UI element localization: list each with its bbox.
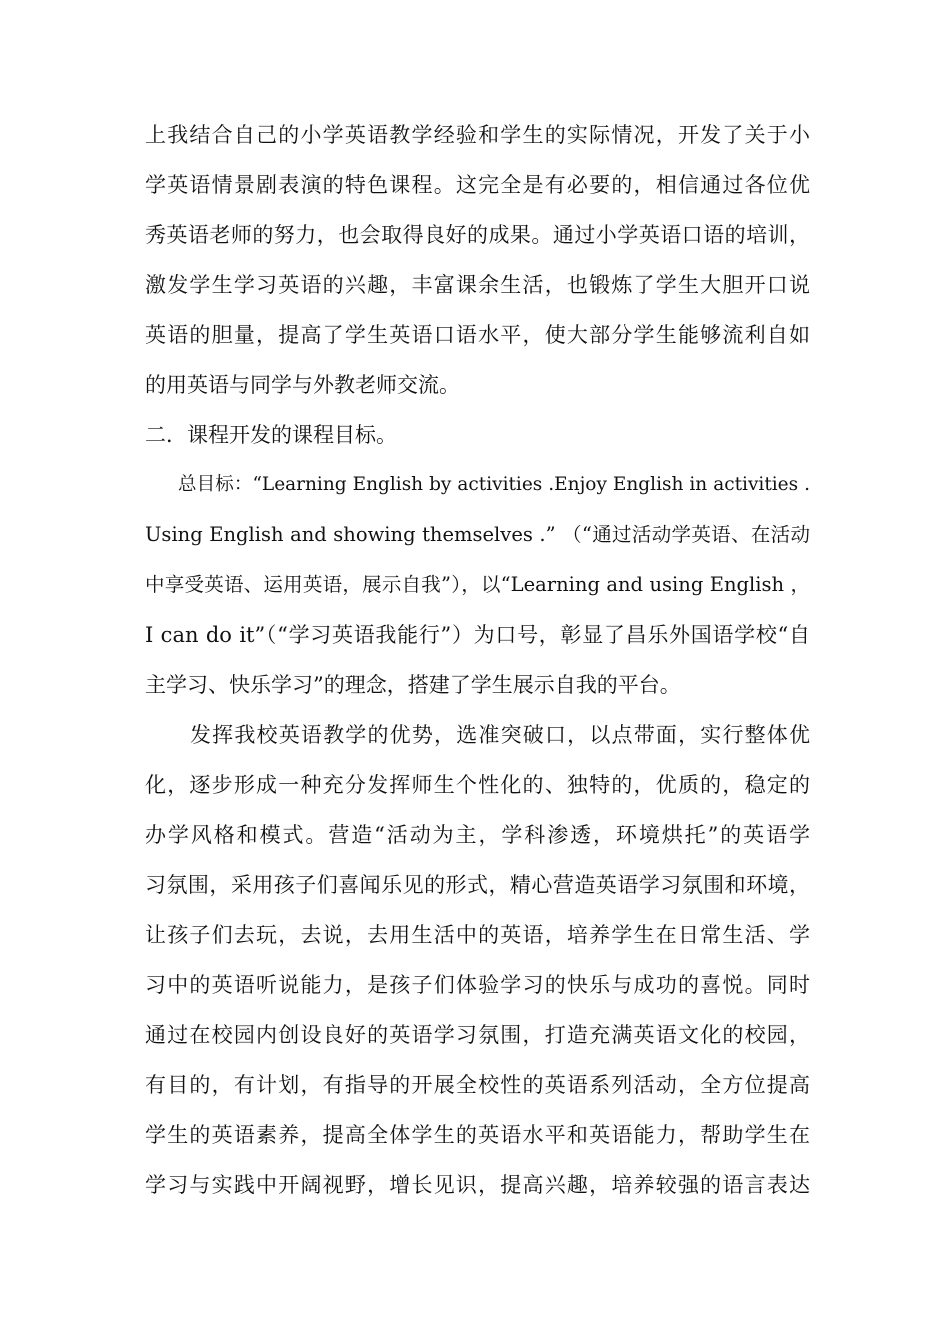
section-heading: 二．课程开发的课程目标。 (145, 423, 397, 447)
paragraph-line: 主学习、快乐学习”的理念，搭建了学生展示自我的平台。 (145, 673, 681, 697)
paragraph-line: 有目的，有计划，有指导的开展全校性的英语系列活动，全方位提高 (145, 1073, 810, 1097)
paragraph-line: Using English and showing themselves .” （“通过活动学英语、在活动 (145, 523, 810, 546)
paragraph-line: 办学风格和模式。营造“活动为主，学科渗透，环境烘托”的英语学 (145, 823, 810, 847)
paragraph-line: 让孩子们去玩，去说，去用生活中的英语，培养学生在日常生活、学 (145, 923, 810, 947)
paragraph-line: 总目标：“Learning English by activities .Enjoy English in activities . (178, 474, 810, 495)
paragraph-line: 中享受英语、运用英语，展示自我”），以“Learning and using English ， (145, 573, 810, 596)
paragraph-line: 习氛围，采用孩子们喜闻乐见的形式，精心营造英语学习氛围和环境， (145, 873, 810, 897)
paragraph-line: 激发学生学习英语的兴趣，丰富课余生活，也锻炼了学生大胆开口说 (145, 273, 810, 297)
paragraph-line: 通过在校园内创设良好的英语学习氛围，打造充满英语文化的校园， (145, 1023, 810, 1047)
paragraph-line: I can do it”（“学习英语我能行”）为口号，彰显了昌乐外国语学校“自 (145, 623, 810, 647)
paragraph-line: 上我结合自己的小学英语教学经验和学生的实际情况，开发了关于小 (145, 123, 810, 147)
paragraph-line: 学生的英语素养，提高全体学生的英语水平和英语能力，帮助学生在 (145, 1123, 810, 1147)
paragraph-line: 学习与实践中开阔视野，增长见识，提高兴趣，培养较强的语言表达 (145, 1173, 810, 1197)
paragraph-line: 学英语情景剧表演的特色课程。这完全是有必要的，相信通过各位优 (145, 173, 810, 197)
paragraph-line: 发挥我校英语教学的优势，选准突破口，以点带面，实行整体优 (190, 723, 810, 747)
paragraph-line: 习中的英语听说能力，是孩子们体验学习的快乐与成功的喜悦。同时 (145, 973, 810, 997)
paragraph-line: 化，逐步形成一种充分发挥师生个性化的、独特的，优质的，稳定的 (145, 773, 810, 797)
paragraph-line: 英语的胆量，提高了学生英语口语水平，使大部分学生能够流利自如 (145, 323, 810, 347)
paragraph-line: 的用英语与同学与外教老师交流。 (145, 373, 460, 397)
paragraph-line: 秀英语老师的努力，也会取得良好的成果。通过小学英语口语的培训， (145, 223, 810, 247)
